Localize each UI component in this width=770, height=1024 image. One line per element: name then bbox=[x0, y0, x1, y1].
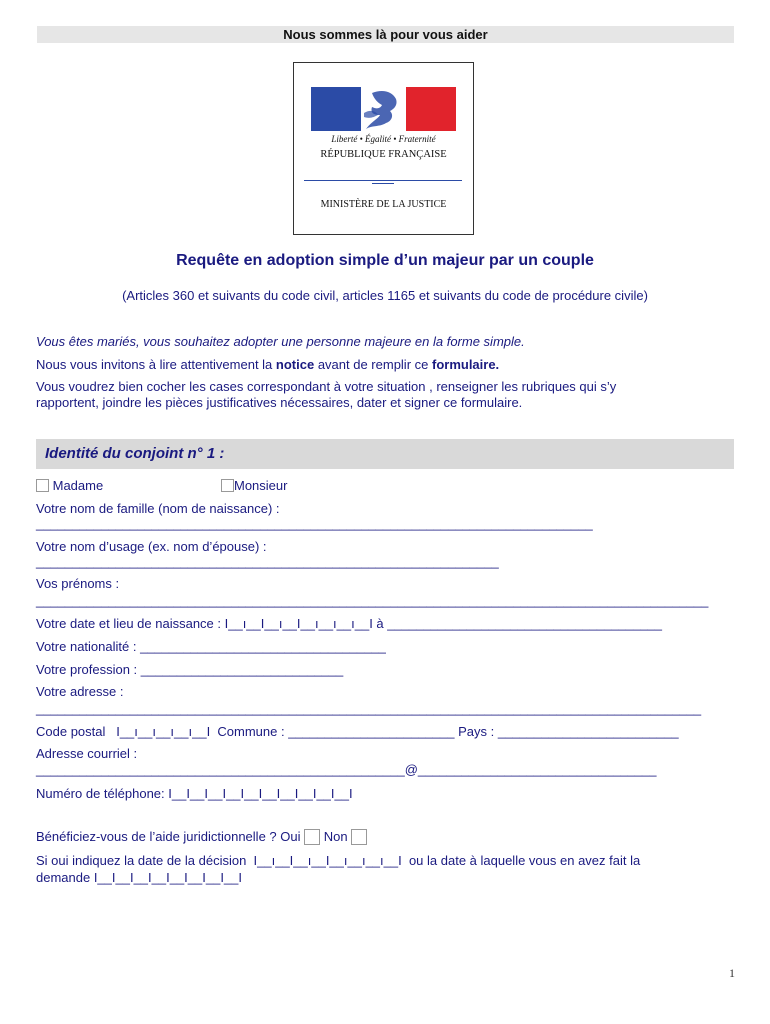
adresse-label: Votre adresse : bbox=[36, 684, 124, 699]
aide-date-demande-field[interactable]: demande I__I__I__I__I__I__I__I__I bbox=[36, 870, 243, 885]
prenoms-label: Vos prénoms : bbox=[36, 576, 120, 591]
logo-republic: RÉPUBLIQUE FRANÇAISE bbox=[320, 149, 447, 160]
intro-notice-line bbox=[36, 356, 499, 373]
section-header-conjoint-1 bbox=[36, 439, 734, 469]
ministry-logo bbox=[293, 62, 474, 235]
intro-notice-mid: avant de remplir ce bbox=[314, 357, 432, 372]
date-lieu-naissance-field[interactable]: Votre date et lieu de naissance : I__ı__I__ı__I__ı__ı__ı__I à ______________________________________ bbox=[36, 616, 663, 631]
aide-date-decision-field[interactable]: Si oui indiquez la date de la décision I__ı__I__ı__I__ı__ı__ı__I ou la date à laquelle vous en avez fait la bbox=[36, 853, 641, 868]
logo-divider bbox=[304, 180, 462, 181]
aide-question: Bénéficiez-vous de l’aide juridictionnelle ? Oui bbox=[36, 829, 301, 844]
logo-motto: Liberté • Égalité • Fraternité bbox=[331, 134, 436, 144]
flag-red-band bbox=[406, 87, 456, 131]
courriel-field[interactable]: ___________________________________________________@_________________________________ bbox=[36, 762, 657, 777]
logo-ministry: MINISTÈRE DE LA JUSTICE bbox=[320, 199, 447, 210]
adresse-field[interactable]: ____________________________________________________________________________________________ bbox=[36, 701, 702, 716]
nationalite-field[interactable]: Votre nationalité : __________________________________ bbox=[36, 639, 386, 654]
telephone-field[interactable]: Numéro de téléphone: I__I__I__I__I__I__I__I__I__I__I bbox=[36, 786, 353, 801]
madame-checkbox[interactable] bbox=[36, 479, 49, 492]
nom-usage-label: Votre nom d’usage (ex. nom d’épouse) : bbox=[36, 539, 267, 554]
document-title: Requête en adoption simple d’un majeur par un couple bbox=[176, 252, 594, 269]
nom-usage-field[interactable]: ________________________________________________________________ bbox=[36, 554, 499, 569]
civility-row-2 bbox=[221, 477, 287, 494]
aide-non-label: Non bbox=[323, 829, 348, 844]
profession-field[interactable]: Votre profession : ____________________________ bbox=[36, 662, 344, 677]
nom-famille-field[interactable]: _____________________________________________________________________________ bbox=[36, 516, 593, 531]
monsieur-checkbox[interactable] bbox=[221, 479, 234, 492]
intro-instructions-1: Vous voudrez bien cocher les cases correspondant à votre situation , renseigner les rubriques qui s’y bbox=[36, 379, 617, 394]
intro-notice-pre: Nous vous invitons à lire attentivement la bbox=[36, 357, 276, 372]
aide-oui-checkbox[interactable] bbox=[304, 829, 320, 845]
intro-instructions-2: rapportent, joindre les pièces justificatives nécessaires, dater et signer ce formulaire. bbox=[36, 395, 523, 410]
civility-row bbox=[36, 477, 103, 494]
prenoms-field[interactable]: _____________________________________________________________________________________________ bbox=[36, 593, 709, 608]
flag-blue-band bbox=[311, 87, 361, 131]
monsieur-label: Monsieur bbox=[234, 478, 288, 493]
intro-italic: Vous êtes mariés, vous souhaitez adopter une personne majeure en la forme simple. bbox=[36, 334, 525, 349]
notice-link: notice bbox=[275, 357, 315, 372]
aide-juridictionnelle-row bbox=[36, 828, 367, 845]
nom-famille-label: Votre nom de famille (nom de naissance) : bbox=[36, 501, 280, 516]
logo-divider-short bbox=[372, 183, 394, 184]
document-subtitle: (Articles 360 et suivants du code civil, articles 1165 et suivants du code de procédure civile) bbox=[122, 288, 648, 303]
page-number: 1 bbox=[729, 966, 735, 980]
madame-label: Madame bbox=[52, 478, 104, 493]
courriel-label: Adresse courriel : bbox=[36, 746, 138, 761]
code-postal-commune-pays-field[interactable]: Code postal I__ı__ı__ı__ı__I Commune : _______________________ Pays : _________________________ bbox=[36, 724, 679, 739]
aide-non-checkbox[interactable] bbox=[351, 829, 367, 845]
section-title: Identité du conjoint n° 1 : bbox=[45, 445, 225, 462]
form-word: formulaire. bbox=[431, 357, 500, 372]
top-banner: Nous sommes là pour vous aider bbox=[37, 26, 734, 43]
